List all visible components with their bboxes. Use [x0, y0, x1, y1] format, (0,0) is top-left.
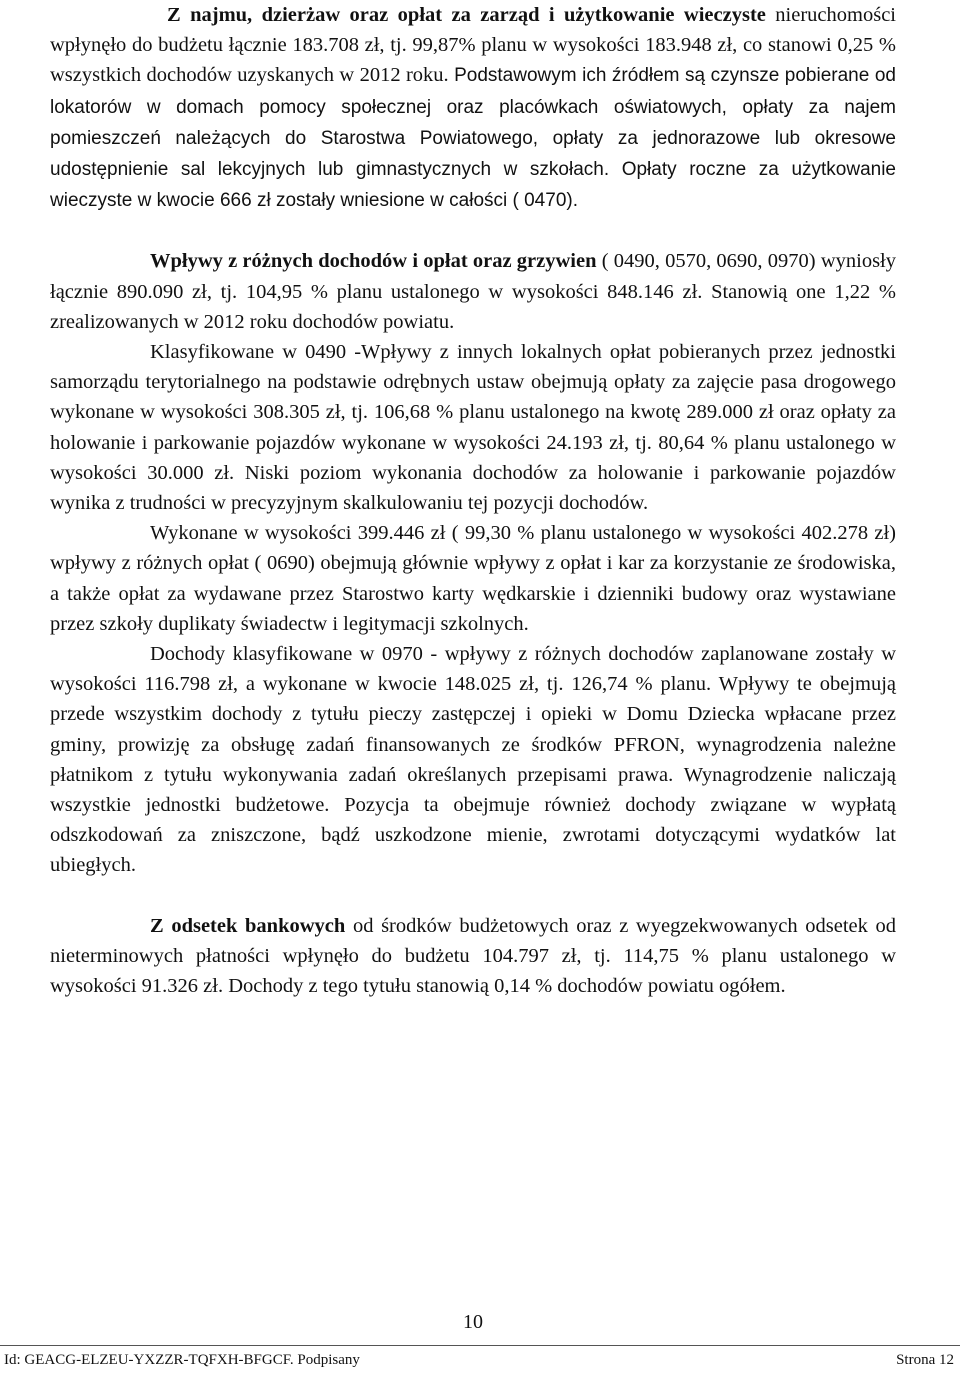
heading-odsetki: Z odsetek bankowych: [150, 914, 346, 937]
footer-divider: [0, 1345, 960, 1346]
heading-najmu: Z najmu, dzierżaw oraz opłat za zarząd i użytkowanie wieczyste: [167, 4, 766, 26]
footer-page-label: Strona 12: [896, 1352, 954, 1368]
text-najmu: nieruchomości wpłynęło do budżetu łącznie 183.708 zł, tj. 99,87% planu w wysokości 183.948 zł, co stanowi 0,25 % wszystkich dochodów uzyskanych w 2012 roku.: [50, 4, 896, 87]
page-number: 10: [463, 1311, 483, 1333]
text-wplywy: ( 0490, 0570, 0690, 0970) wyniosły łącznie 890.090 zł, tj. 104,95 % planu ustalonego w wysokości 848.146 zł. Stanowią one 1,22 % zrealizowanych w 2012 roku dochodów powiatu.: [50, 250, 896, 333]
text-najmu-details: Podstawowym ich źródłem są czynsze pobierane od lokatorów w domach pomocy społecznej oraz placówkach oświatowych, opłaty za najem pomieszczeń należących do Starostwa Powiatowego, opłaty za jednorazowe lub okresowe udostępnienie sal lekcyjnych lub gimnastycznych w szkołach. Opłaty roczne za użytkowanie wieczyste w kwocie 666 zł zostały wniesione w całości ( 0470).: [50, 65, 896, 212]
paragraph-najmu: [50, 0, 896, 216]
paragraph-0490: Klasyfikowane w 0490 -Wpływy z innych lokalnych opłat pobieranych przez jednostki samorządu terytorialnego na podstawie odrębnych ustaw obejmują opłaty za zajęcie pasa drogowego wykonane w wysokości 308.305 zł, tj. 106,68 % planu ustalonego na kwotę 289.000 zł oraz opłaty za holowanie i parkowanie pojazdów wykonane w wysokości 24.193 zł, tj. 80,64 % planu ustalonego w wysokości 30.000 zł. Niski poziom wykonania dochodów za holowanie i parkowanie pojazdów wynika z trudności w precyzyjnym skalkulowaniu tej pozycji dochodów.: [50, 341, 896, 515]
paragraph-wplywy: [50, 246, 896, 337]
paragraph-odsetki: [50, 911, 896, 1002]
document-body: [50, 0, 896, 1001]
paragraph-0690: Wykonane w wysokości 399.446 zł ( 99,30 % planu ustalonego w wysokości 402.278 zł) wpływy z różnych opłat ( 0690) obejmują głównie wpływy z opłat i kar za korzystanie ze środowiska, a także opłat za wydawane przez Starostwo karty wędkarskie i dzienniki budowy oraz wystawiane przez szkoły duplikaty świadectw i legitymacji szkolnych.: [50, 522, 896, 635]
heading-wplywy: Wpływy z różnych dochodów i opłat oraz grzywien: [150, 250, 597, 273]
text-odsetki: od środków budżetowych oraz z wyegzekwowanych odsetek od nieterminowych płatności wpłynęło do budżetu 104.797 zł, tj. 114,75 % planu ustalonego w wysokości 91.326 zł. Dochody z tego tytułu stanowią 0,14 % dochodów powiatu ogółem.: [50, 914, 897, 998]
footer-document-id: Id: GEACG-ELZEU-YXZZR-TQFXH-BFGCF. Podpisany: [4, 1352, 360, 1368]
paragraph-0970: Dochody klasyfikowane w 0970 - wpływy z różnych dochodów zaplanowane zostały w wysokości 116.798 zł, a wykonane w kwocie 148.025 zł, tj. 126,74 % planu. Wpływy te obejmują przede wszystkim dochody z tytułu pieczy zastępczej i opieki w Domu Dziecka wpłacane przez gminy, prowizję za obsługę zadań finansowanych ze środków PFRON, wynagrodzenia należne płatnikom z tytułu wykonywania zadań określanych przepisami prawa. Wynagrodzenie naliczają wszystkie jednostki budżetowe. Pozycja ta obejmuje również dochody związane w wypłatą odszkodowań za zniszczone, bądź uszkodzone mienie, zwrotami dotyczącymi wydatków lat ubiegłych.: [50, 643, 896, 877]
